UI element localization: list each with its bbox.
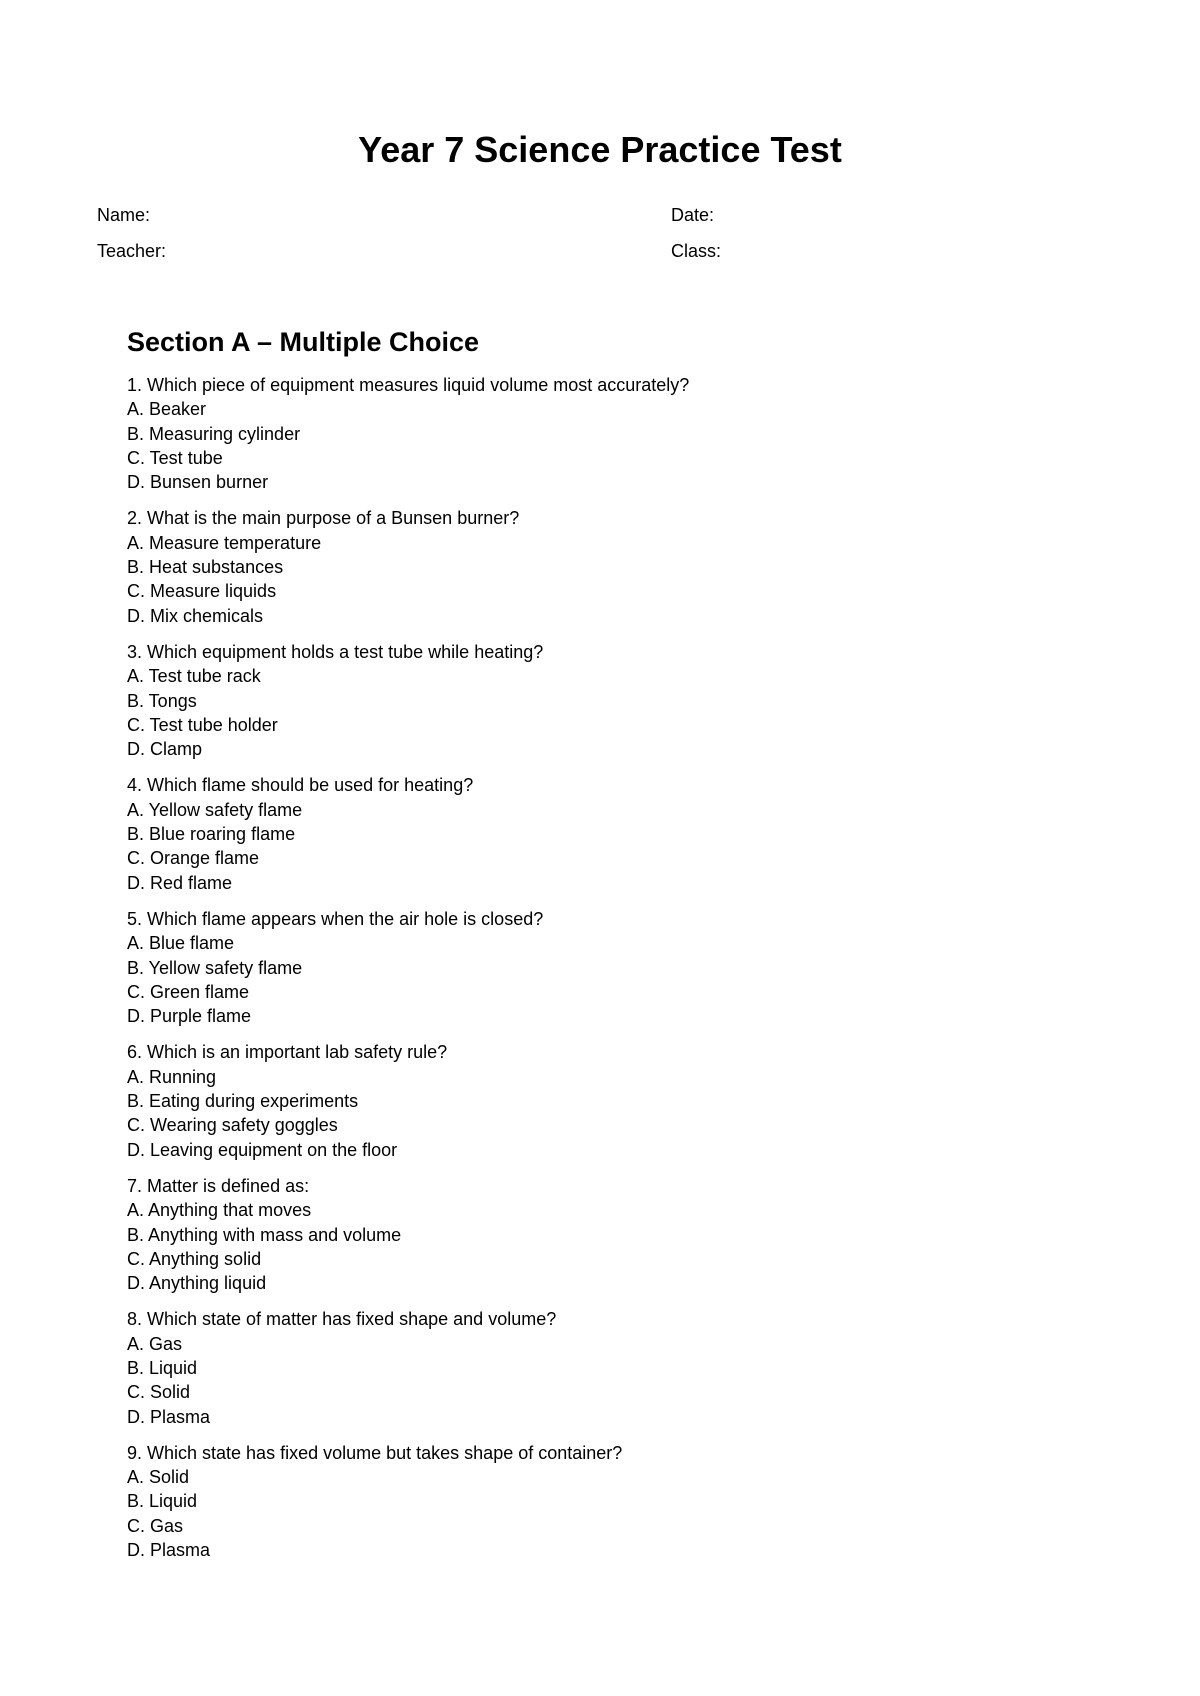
- answer-option-c: C. Anything solid: [127, 1248, 262, 1269]
- answer-option-c: C. Test tube holder: [127, 714, 278, 735]
- name-label: Name:: [97, 205, 151, 225]
- answer-option-b: B. Heat substances: [127, 557, 284, 578]
- answer-option-c: C. Wearing safety goggles: [127, 1115, 338, 1136]
- question-8: [127, 1307, 1087, 1428]
- question-text: 7. Matter is defined as:: [127, 1175, 310, 1196]
- teacher-label: Teacher:: [97, 241, 167, 261]
- question-text: 4. Which flame should be used for heating?: [127, 775, 474, 796]
- answer-option-c: C. Test tube: [127, 447, 223, 468]
- teacher-class-row: [97, 238, 1107, 264]
- answer-option-a: A. Beaker: [127, 399, 207, 420]
- question-text: 2. What is the main purpose of a Bunsen burner?: [127, 508, 520, 529]
- question-6: [127, 1040, 1087, 1161]
- answer-option-a: A. Test tube rack: [127, 666, 261, 687]
- date-label: Date:: [671, 205, 715, 225]
- answer-option-d: D. Bunsen burner: [127, 472, 269, 493]
- answer-option-b: B. Yellow safety flame: [127, 957, 303, 978]
- question-text: 9. Which state has fixed volume but takes shape of container?: [127, 1442, 623, 1463]
- question-7: [127, 1174, 1087, 1295]
- answer-option-d: D. Plasma: [127, 1406, 211, 1427]
- answer-option-d: D. Purple flame: [127, 1006, 252, 1027]
- answer-option-a: A. Solid: [127, 1467, 190, 1488]
- answer-option-a: A. Blue flame: [127, 933, 235, 954]
- answer-option-b: B. Blue roaring flame: [127, 824, 296, 845]
- answer-option-d: D. Leaving equipment on the floor: [127, 1139, 398, 1160]
- question-1: [127, 373, 1087, 494]
- answer-option-c: C. Solid: [127, 1382, 191, 1403]
- answer-option-a: A. Yellow safety flame: [127, 799, 303, 820]
- answer-option-c: C. Gas: [127, 1515, 184, 1536]
- answer-option-b: B. Liquid: [127, 1357, 198, 1378]
- answer-option-c: C. Orange flame: [127, 848, 260, 869]
- name-date-row: [97, 202, 1107, 228]
- answer-option-c: C. Measure liquids: [127, 581, 277, 602]
- document-title: Year 7 Science Practice Test: [358, 129, 842, 170]
- answer-option-d: D. Anything liquid: [127, 1273, 267, 1294]
- answer-option-d: D. Plasma: [127, 1540, 211, 1561]
- question-list: [127, 373, 1087, 1574]
- section-a-heading: Section A – Multiple Choice: [127, 327, 480, 357]
- question-4: [127, 773, 1087, 894]
- answer-option-d: D. Red flame: [127, 872, 233, 893]
- answer-option-b: B. Liquid: [127, 1491, 198, 1512]
- question-text: 5. Which flame appears when the air hole is closed?: [127, 908, 544, 929]
- question-5: [127, 907, 1087, 1028]
- answer-option-a: A. Anything that moves: [127, 1200, 312, 1221]
- question-text: 1. Which piece of equipment measures liquid volume most accurately?: [127, 375, 690, 395]
- question-9: [127, 1441, 1087, 1562]
- answer-option-b: B. Eating during experiments: [127, 1091, 359, 1112]
- answer-option-a: A. Measure temperature: [127, 532, 322, 553]
- answer-option-b: B. Measuring cylinder: [127, 423, 301, 444]
- answer-option-a: A. Running: [127, 1066, 217, 1087]
- answer-option-c: C. Green flame: [127, 981, 250, 1002]
- answer-option-b: B. Anything with mass and volume: [127, 1224, 402, 1245]
- answer-option-b: B. Tongs: [127, 690, 197, 711]
- question-3: [127, 640, 1087, 761]
- answer-option-a: A. Gas: [127, 1333, 183, 1354]
- question-2: [127, 506, 1087, 627]
- answer-option-d: D. Clamp: [127, 739, 203, 760]
- question-text: 6. Which is an important lab safety rule?: [127, 1042, 448, 1063]
- question-text: 3. Which equipment holds a test tube while heating?: [127, 641, 544, 662]
- class-label: Class:: [671, 241, 722, 261]
- question-text: 8. Which state of matter has fixed shape and volume?: [127, 1309, 557, 1330]
- answer-option-d: D. Mix chemicals: [127, 605, 264, 626]
